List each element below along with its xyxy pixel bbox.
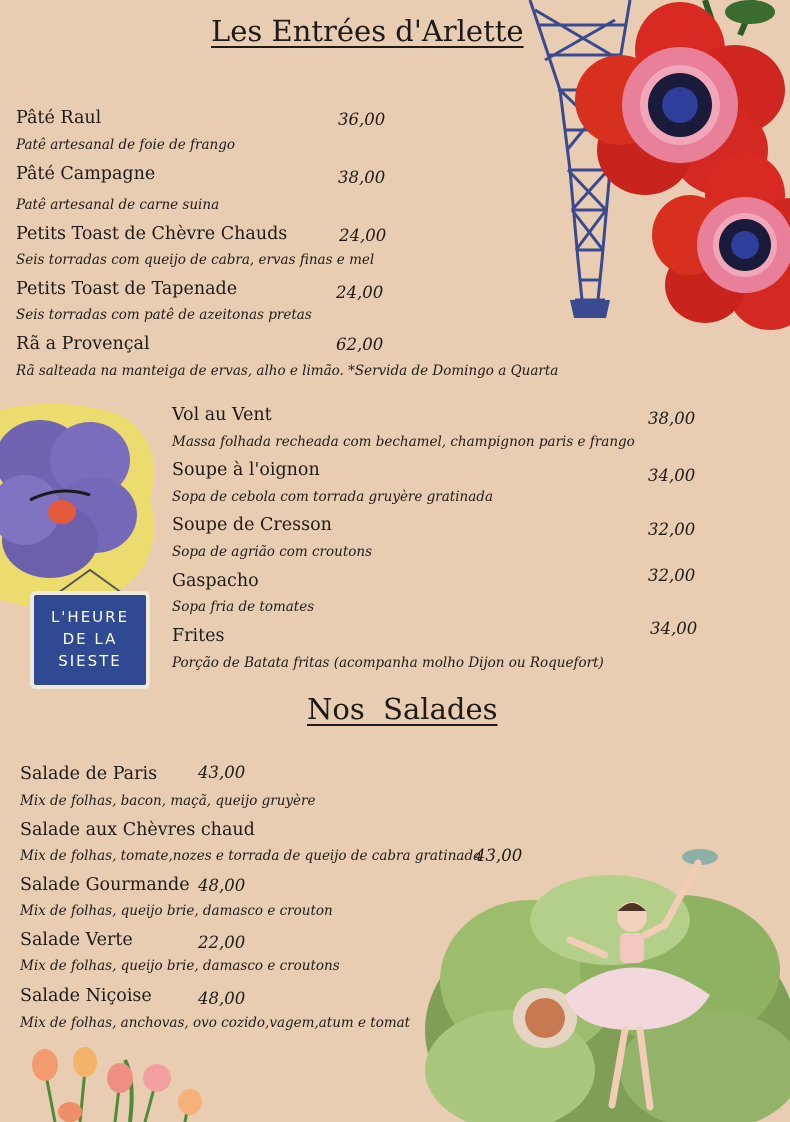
item-description: Mix de folhas, bacon, maçã, queijo gruyère xyxy=(20,793,316,809)
item-price: 43,00 xyxy=(475,846,523,865)
item-name: Frites xyxy=(172,626,225,646)
item-description: Sopa fria de tomates xyxy=(172,599,315,615)
svg-text:L'HEURE: L'HEURE xyxy=(50,608,130,626)
item-price: 38,00 xyxy=(338,168,386,187)
item-price: 38,00 xyxy=(648,409,696,428)
item-name: Salade Niçoise xyxy=(20,986,152,1006)
item-description: Porção de Batata fritas (acompanha molho Dijon ou Roquefort) xyxy=(172,655,604,671)
item-name: Salade de Paris xyxy=(20,764,158,784)
siesta-sign-illustration xyxy=(28,568,153,693)
item-description: Mix de folhas, queijo brie, damasco e crouton xyxy=(20,903,333,919)
entrees-title: Les Entrées d'Arlette xyxy=(211,14,524,48)
item-description: Patê artesanal de foie de frango xyxy=(16,137,236,153)
item-name: Soupe à l'oignon xyxy=(172,460,320,480)
item-description: Rã salteada na manteiga de ervas, alho e limão. *Servida de Domingo a Quarta xyxy=(16,363,559,379)
item-description: Seis torradas com patê de azeitonas pretas xyxy=(16,307,312,323)
item-price: 22,00 xyxy=(198,933,246,952)
poppy-flower-illustration xyxy=(555,0,790,335)
ballerina-illustration xyxy=(550,845,730,1122)
item-name: Pâté Raul xyxy=(16,108,102,128)
item-price: 43,00 xyxy=(198,763,246,782)
item-description: Mix de folhas, tomate,nozes e torrada de queijo de cabra gratinada xyxy=(20,848,482,864)
item-price: 32,00 xyxy=(648,566,696,585)
item-description: Massa folhada recheada com bechamel, champignon paris e frango xyxy=(172,434,635,450)
item-name: Petits Toast de Chèvre Chauds xyxy=(16,224,288,244)
item-price: 48,00 xyxy=(198,989,246,1008)
item-name: Soupe de Cresson xyxy=(172,515,332,535)
item-price: 24,00 xyxy=(339,226,387,245)
item-name: Petits Toast de Tapenade xyxy=(16,279,238,299)
item-price: 34,00 xyxy=(650,619,698,638)
item-description: Seis torradas com queijo de cabra, ervas finas e mel xyxy=(16,252,375,268)
item-name: Salade Verte xyxy=(20,930,133,950)
item-price: 34,00 xyxy=(648,466,696,485)
tulips-illustration xyxy=(25,1040,215,1122)
item-description: Sopa de cebola com torrada gruyère gratinada xyxy=(172,489,493,505)
item-description: Mix de folhas, queijo brie, damasco e croutons xyxy=(20,958,340,974)
item-price: 62,00 xyxy=(336,335,384,354)
svg-text:SIESTE: SIESTE xyxy=(58,652,122,670)
item-price: 36,00 xyxy=(338,110,386,129)
item-price: 32,00 xyxy=(648,520,696,539)
item-name: Rã a Provençal xyxy=(16,334,150,354)
item-price: 24,00 xyxy=(336,283,384,302)
item-description: Patê artesanal de carne suina xyxy=(16,197,220,213)
item-description: Mix de folhas, anchovas, ovo cozido,vagem,atum e tomat xyxy=(20,1015,411,1031)
item-name: Salade aux Chèvres chaud xyxy=(20,820,255,840)
svg-text:DE LA: DE LA xyxy=(62,630,118,648)
item-description: Sopa de agrião com croutons xyxy=(172,544,373,560)
item-price: 48,00 xyxy=(198,876,246,895)
item-name: Gaspacho xyxy=(172,571,259,591)
item-name: Salade Gourmande xyxy=(20,875,190,895)
salades-title: Nos Salades xyxy=(307,692,498,726)
item-name: Pâté Campagne xyxy=(16,164,156,184)
item-name: Vol au Vent xyxy=(172,405,272,425)
